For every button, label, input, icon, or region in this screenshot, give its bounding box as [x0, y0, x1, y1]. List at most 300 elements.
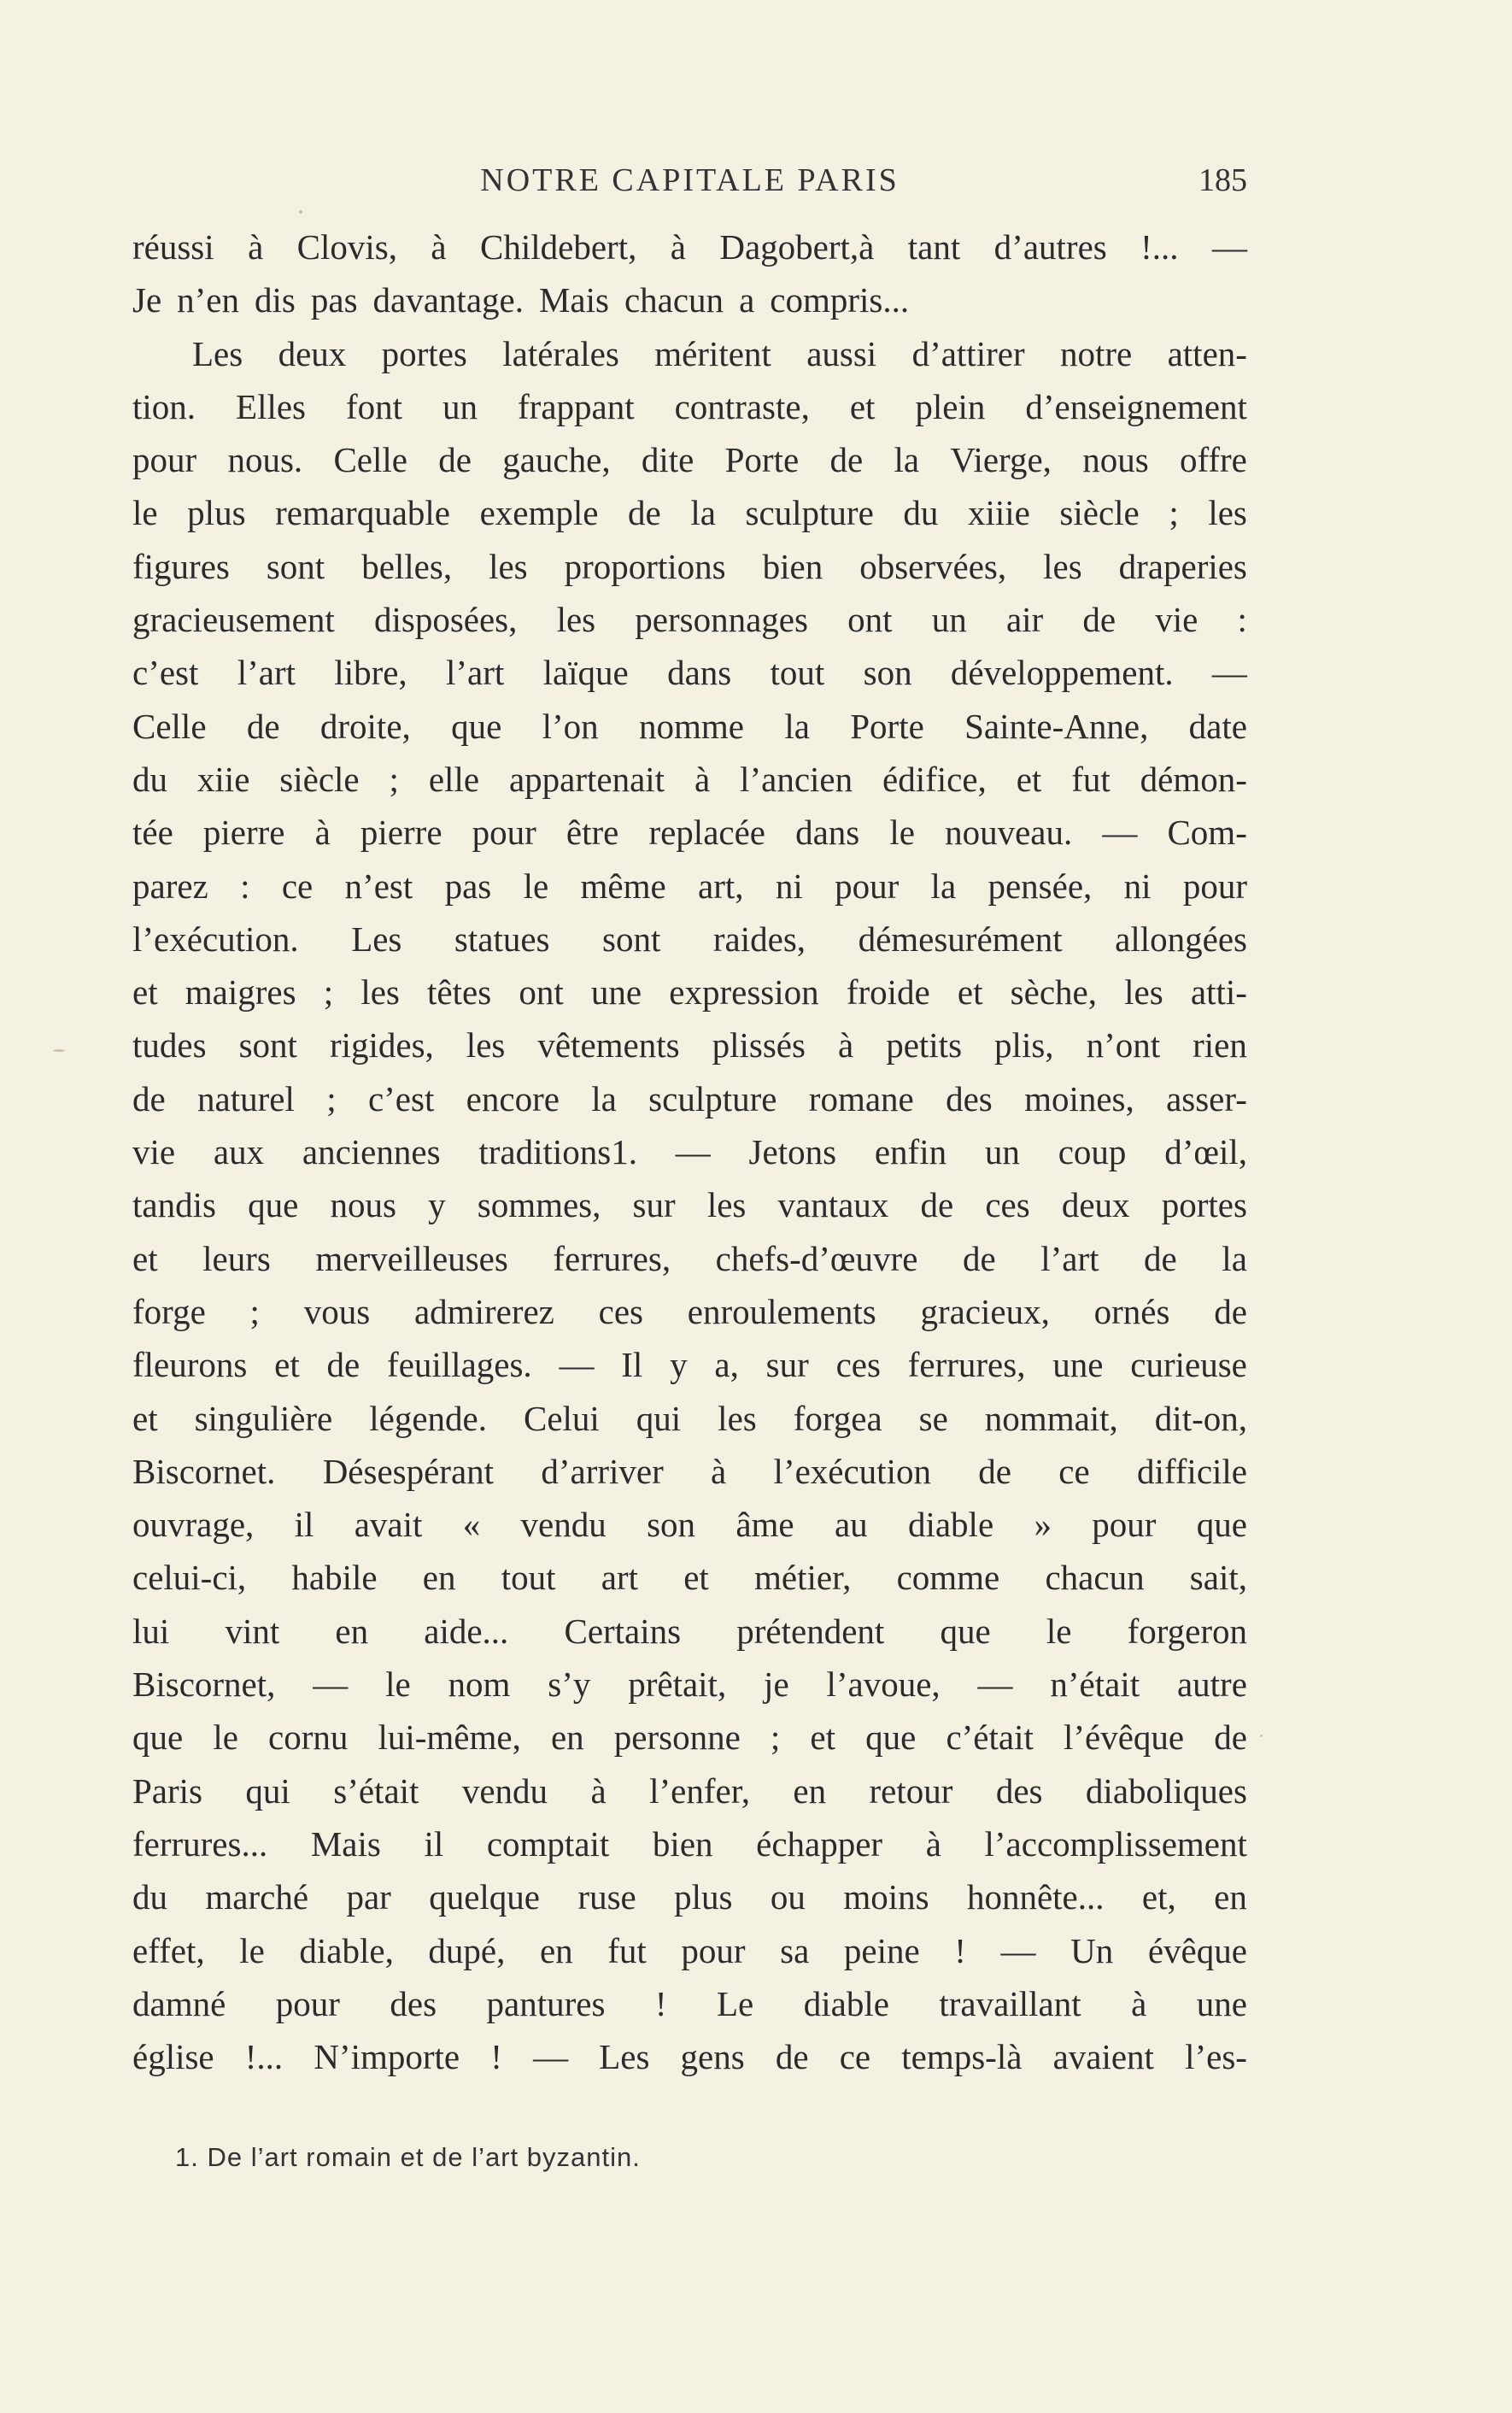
- word: en: [550, 1717, 584, 1758]
- word: vendu: [461, 1770, 548, 1811]
- text-line: [132, 2030, 1247, 2083]
- word: gracieusement: [132, 600, 335, 640]
- word: ces: [835, 1345, 881, 1385]
- word: les: [466, 1025, 506, 1066]
- word: vie: [1155, 600, 1198, 640]
- word: ont: [519, 972, 564, 1013]
- word: de: [132, 1078, 166, 1118]
- word: peine: [843, 1930, 920, 1970]
- text-line: [132, 220, 1247, 273]
- paper-speck: [53, 1049, 65, 1052]
- word: ou: [770, 1877, 806, 1917]
- word: cornu: [268, 1717, 349, 1758]
- word: encore: [466, 1078, 560, 1118]
- word: l’exécution.: [132, 919, 299, 959]
- word: libre,: [334, 653, 407, 693]
- word: s’était: [333, 1770, 419, 1811]
- word: pour: [1092, 1505, 1157, 1545]
- word: et: [810, 1717, 836, 1758]
- text-line: [132, 1498, 1247, 1551]
- text-line: [132, 1072, 1247, 1125]
- word: de: [1144, 1238, 1177, 1278]
- word: la: [690, 493, 716, 533]
- word: —: [1211, 227, 1247, 267]
- word: vie: [132, 1132, 176, 1172]
- word: échapper: [756, 1823, 883, 1864]
- word: y: [428, 1185, 446, 1225]
- word: ruse: [577, 1877, 636, 1917]
- word: allongées: [1115, 919, 1247, 959]
- word: font: [346, 386, 403, 426]
- word: Je: [132, 280, 162, 320]
- word: même: [580, 866, 666, 906]
- word: forgeron: [1127, 1611, 1247, 1651]
- word: pour: [681, 1930, 746, 1970]
- word: qui: [245, 1770, 290, 1811]
- word: sommes,: [477, 1185, 601, 1225]
- text-line: [132, 913, 1247, 966]
- word: avait: [354, 1505, 423, 1545]
- word: une: [590, 972, 642, 1013]
- word: ferrures...: [132, 1823, 268, 1864]
- word: Les: [351, 919, 402, 959]
- word: de: [962, 1238, 996, 1278]
- word: à: [837, 1025, 854, 1066]
- word: date: [1188, 706, 1247, 746]
- word: sèche,: [1010, 972, 1097, 1013]
- word: se: [918, 1398, 948, 1438]
- word: latérales: [502, 333, 619, 373]
- word: coup: [1058, 1132, 1127, 1172]
- word: à: [711, 1451, 727, 1491]
- word: d’autres: [993, 227, 1107, 267]
- text-line: [132, 1285, 1247, 1338]
- word: droite,: [319, 706, 411, 746]
- word: portes: [381, 333, 467, 373]
- word: sa: [780, 1930, 810, 1970]
- text-line: [132, 540, 1247, 593]
- word: la: [930, 866, 957, 906]
- word: froide: [846, 972, 930, 1013]
- word: replacée: [648, 813, 765, 853]
- word: le: [132, 493, 158, 533]
- word: tout: [501, 1558, 556, 1598]
- word: pour: [275, 1983, 340, 2023]
- word: dite: [641, 440, 694, 480]
- word: ce: [1058, 1451, 1090, 1491]
- word: ces: [598, 1291, 644, 1331]
- word: les: [706, 1185, 747, 1225]
- word: Mais: [538, 280, 609, 320]
- word: et: [683, 1558, 709, 1598]
- text-line: [132, 806, 1247, 859]
- word: à: [694, 759, 711, 799]
- word: dit-on,: [1154, 1398, 1247, 1438]
- word: nous: [330, 1185, 396, 1225]
- word: statues: [454, 919, 550, 959]
- text-line: [132, 1711, 1247, 1764]
- word: en: [422, 1558, 456, 1598]
- word: prêtait,: [628, 1664, 727, 1705]
- word: que: [248, 1185, 299, 1225]
- word: notre: [1059, 333, 1133, 373]
- word: comme: [896, 1558, 1000, 1598]
- word: tudes: [132, 1025, 207, 1066]
- text-line: [132, 1392, 1247, 1445]
- word: les: [1043, 546, 1082, 586]
- word: enfin: [874, 1132, 947, 1172]
- word: habile: [291, 1558, 378, 1598]
- word: pantures: [486, 1983, 606, 2023]
- word: que: [940, 1611, 991, 1651]
- word: dans: [667, 653, 732, 693]
- word: atti-: [1190, 972, 1247, 1013]
- word: de: [978, 1451, 1011, 1491]
- word: tée: [132, 813, 173, 853]
- word: —: [313, 1664, 349, 1705]
- word: !: [490, 2037, 502, 2077]
- word: curieuse: [1130, 1345, 1247, 1385]
- word: chacun: [1045, 1558, 1145, 1598]
- word: du: [132, 1877, 167, 1917]
- text-line: [132, 380, 1247, 433]
- word: à: [248, 227, 264, 267]
- word: quelque: [429, 1877, 541, 1917]
- running-title: NOTRE CAPITALE PARIS: [480, 162, 900, 198]
- body-text: [132, 220, 1247, 2083]
- word: singulière: [194, 1398, 333, 1438]
- text-line: [132, 1338, 1247, 1391]
- word: fut: [607, 1930, 647, 1970]
- word: temps-là: [901, 2037, 1023, 2077]
- word: ornés: [1093, 1291, 1170, 1331]
- text-line: [132, 700, 1247, 753]
- word: dupé,: [428, 1930, 506, 1970]
- word: lui: [132, 1611, 170, 1651]
- word: l’évêque: [1063, 1717, 1185, 1758]
- text-line: [132, 753, 1247, 806]
- text-line: [132, 966, 1247, 1019]
- word: siècle: [1059, 493, 1140, 533]
- word: à: [1131, 1983, 1147, 2023]
- word: légende.: [369, 1398, 487, 1438]
- text-line: [132, 860, 1247, 913]
- word: de: [1214, 1717, 1247, 1758]
- word: Biscornet,: [132, 1664, 276, 1705]
- word: disposées,: [373, 600, 518, 640]
- word: de: [1082, 600, 1116, 640]
- word: et: [132, 1238, 158, 1278]
- word: siècle: [279, 759, 360, 799]
- word: Elles: [236, 386, 307, 426]
- word: «: [462, 1505, 481, 1545]
- word: les: [556, 600, 596, 640]
- word: Un: [1070, 1930, 1114, 1970]
- running-head: [132, 156, 1247, 204]
- word: anciennes: [302, 1132, 441, 1172]
- word: ferrures,: [553, 1238, 671, 1278]
- word: vantaux: [777, 1185, 889, 1225]
- text-line: [132, 327, 1247, 380]
- word: art: [601, 1558, 638, 1598]
- word: de: [1214, 1291, 1247, 1331]
- word: naturel: [197, 1078, 295, 1118]
- word: sont: [602, 919, 661, 959]
- word: ;: [389, 759, 399, 799]
- word: développement.: [950, 653, 1174, 693]
- word: n’ont: [1086, 1025, 1161, 1066]
- word: retour: [869, 1770, 953, 1811]
- word: en: [793, 1770, 827, 1811]
- word: a: [739, 280, 755, 320]
- word: Certains: [564, 1611, 682, 1651]
- word: art,: [698, 866, 744, 906]
- word: rigides,: [329, 1025, 434, 1066]
- word: enroulements: [687, 1291, 876, 1331]
- word: de: [829, 440, 864, 480]
- word: et: [132, 1398, 158, 1438]
- word: Com-: [1167, 813, 1247, 853]
- word: un: [931, 600, 967, 640]
- word: sur: [632, 1185, 676, 1225]
- word: aide...: [424, 1611, 509, 1651]
- word: atten-: [1167, 333, 1247, 373]
- word: Sainte-Anne,: [964, 706, 1149, 746]
- word: figures: [132, 546, 230, 586]
- word: effet,: [132, 1930, 205, 1970]
- word: remarquable: [275, 493, 450, 533]
- word: gracieux,: [920, 1291, 1050, 1331]
- word: de: [628, 493, 661, 533]
- word: son: [647, 1505, 696, 1545]
- word: damné: [132, 1983, 226, 2023]
- word: tant: [907, 227, 961, 267]
- word: au: [834, 1505, 868, 1545]
- word: moines,: [1024, 1078, 1134, 1118]
- word: sur: [765, 1345, 809, 1385]
- word: diable: [907, 1505, 994, 1545]
- word: l’on: [542, 706, 599, 746]
- word: et: [132, 972, 158, 1013]
- text-line: [132, 273, 1247, 326]
- word: n’en: [177, 280, 240, 320]
- word: davantage.: [372, 280, 524, 320]
- word: sculpture: [648, 1078, 777, 1118]
- word: plissés: [712, 1025, 806, 1066]
- word: raides,: [712, 919, 806, 959]
- word: Paris: [132, 1770, 202, 1811]
- word: dans: [795, 813, 860, 853]
- word: travaillant: [939, 1983, 1081, 2023]
- word: feuillages.: [387, 1345, 532, 1385]
- word: merveilleuses: [315, 1238, 508, 1278]
- word: réussi: [132, 227, 214, 267]
- text-line: [132, 646, 1247, 699]
- word: de: [775, 2037, 809, 2077]
- word: l’accomplissement: [984, 1823, 1247, 1864]
- word: par: [346, 1877, 391, 1917]
- word: !...: [1140, 227, 1179, 267]
- word: l’es-: [1185, 2037, 1247, 2077]
- word: tout: [770, 653, 825, 693]
- word: méritent: [654, 333, 771, 373]
- footnote: 1. De l’art romain et de l’art byzantin.: [175, 2142, 641, 2172]
- word: des: [946, 1078, 993, 1118]
- word: :: [1237, 600, 1247, 640]
- word: gauche,: [502, 440, 611, 480]
- word: personne: [613, 1717, 741, 1758]
- text-line: [132, 593, 1247, 646]
- word: de: [920, 1185, 954, 1225]
- word: —: [1211, 653, 1247, 693]
- word: prétendent: [736, 1611, 885, 1651]
- word: des: [390, 1983, 437, 2023]
- word: les: [489, 546, 528, 586]
- word: vêtements: [537, 1025, 680, 1066]
- word: nommait,: [984, 1398, 1118, 1438]
- word: moins: [843, 1877, 929, 1917]
- word: ;: [326, 1078, 337, 1118]
- word: à: [431, 227, 447, 267]
- word: et: [274, 1345, 300, 1385]
- word: sont: [238, 1025, 297, 1066]
- word: Les: [599, 2037, 650, 2077]
- word: d’œil,: [1164, 1132, 1247, 1172]
- text-line: [132, 1977, 1247, 2030]
- word: portes: [1161, 1185, 1247, 1225]
- text-line: [132, 1445, 1247, 1498]
- word: leurs: [202, 1238, 271, 1278]
- word: un: [442, 386, 478, 426]
- word: ;: [770, 1717, 781, 1758]
- word: l’art: [445, 653, 505, 693]
- word: des: [995, 1770, 1043, 1811]
- word: de: [326, 1345, 360, 1385]
- word: dis: [255, 280, 296, 320]
- text-line: [132, 486, 1247, 539]
- word: la: [1222, 1238, 1247, 1278]
- text-line: [132, 1232, 1247, 1285]
- word: édifice,: [882, 759, 987, 799]
- word: le: [213, 1717, 238, 1758]
- word: nous: [1082, 440, 1149, 480]
- word: pas: [310, 280, 358, 320]
- word: —: [977, 1664, 1013, 1705]
- word: —: [533, 2037, 569, 2077]
- word: nomme: [639, 706, 744, 746]
- word: c’est: [367, 1078, 435, 1118]
- word: que: [451, 706, 502, 746]
- word: belles,: [361, 546, 453, 586]
- word: offre: [1179, 440, 1247, 480]
- word: air: [1005, 600, 1044, 640]
- word: ce: [281, 866, 314, 906]
- word: que: [1196, 1505, 1247, 1545]
- text-line: [132, 1817, 1247, 1870]
- word: expression: [669, 972, 819, 1013]
- word: —: [559, 1345, 595, 1385]
- word: :: [240, 866, 250, 906]
- word: qui: [636, 1398, 682, 1438]
- word: !...: [244, 2037, 284, 2077]
- word: ont: [847, 600, 893, 640]
- word: le: [385, 1664, 411, 1705]
- word: tandis: [132, 1185, 216, 1225]
- word: diable,: [299, 1930, 394, 1970]
- word: vendu: [520, 1505, 607, 1545]
- word: du: [903, 493, 939, 533]
- word: Jetons: [748, 1132, 837, 1172]
- word: Le: [717, 1983, 754, 2023]
- word: de: [438, 440, 472, 480]
- word: frappant: [518, 386, 635, 426]
- word: à: [590, 1770, 607, 1811]
- word: gens: [680, 2037, 745, 2077]
- word: ferrures,: [907, 1345, 1026, 1385]
- word: elle: [428, 759, 480, 799]
- word: l’exécution: [773, 1451, 931, 1491]
- word: pour: [835, 866, 900, 906]
- word: —: [675, 1132, 711, 1172]
- word: ;: [323, 972, 334, 1013]
- word: nous.: [227, 440, 303, 480]
- word: parez: [132, 866, 208, 906]
- word: sculpture: [745, 493, 874, 533]
- word: nouveau.: [945, 813, 1073, 853]
- word: pierre: [202, 813, 285, 853]
- word: laïque: [542, 653, 629, 693]
- word: en: [335, 1611, 369, 1651]
- word: rien: [1193, 1025, 1247, 1066]
- word: avaient: [1052, 2037, 1154, 2077]
- word: Mais: [310, 1823, 381, 1864]
- word: à: [925, 1823, 941, 1864]
- paper-speck: [1260, 1735, 1263, 1737]
- word: exemple: [479, 493, 599, 533]
- text-line: [132, 1764, 1247, 1817]
- word: d’arriver: [541, 1451, 664, 1491]
- word: Childebert,: [480, 227, 637, 267]
- word: évêque: [1147, 1930, 1247, 1970]
- word: personnages: [635, 600, 808, 640]
- word: et,: [1141, 1877, 1176, 1917]
- word: deux: [278, 333, 347, 373]
- word: une: [1196, 1983, 1247, 2023]
- word: Porte: [850, 706, 924, 746]
- word: le: [1046, 1611, 1072, 1651]
- word: xiiie: [967, 493, 1030, 533]
- word: c’était: [946, 1717, 1034, 1758]
- word: les: [360, 972, 400, 1013]
- text-line: [132, 1178, 1247, 1231]
- word: n’est: [344, 866, 413, 906]
- word: Vierge,: [950, 440, 1052, 480]
- word: draperies: [1118, 546, 1247, 586]
- word: démesurément: [858, 919, 1063, 959]
- word: contraste,: [674, 386, 810, 426]
- word: marché: [205, 1877, 309, 1917]
- word: pierre: [360, 813, 442, 853]
- word: forgea: [793, 1398, 882, 1438]
- word: les: [1124, 972, 1163, 1013]
- page-number: 185: [1198, 162, 1247, 198]
- word: que: [865, 1717, 917, 1758]
- word: la: [591, 1078, 617, 1118]
- text-line: [132, 1605, 1247, 1658]
- word: n’était: [1050, 1664, 1140, 1705]
- word: y: [670, 1345, 688, 1385]
- word: il: [424, 1823, 444, 1864]
